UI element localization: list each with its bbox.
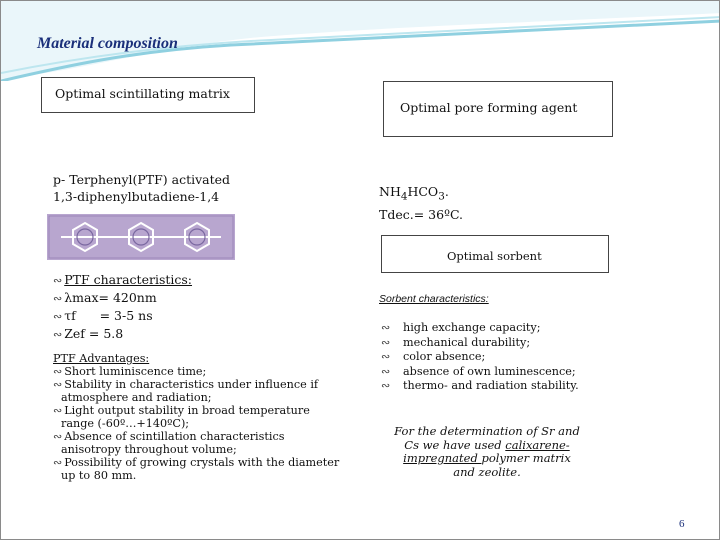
formula-sub-3: 3 [438,190,445,203]
bullet-icon: ∾ [53,328,63,341]
adv-item-cont: range (-60º…+140ºC); [61,417,190,430]
page-number: 6 [679,518,685,530]
determination-note [373,425,601,479]
bullet-icon: ∾ [381,350,391,363]
ptf-characteristics [53,271,192,343]
bullet-icon: ∾ [381,379,391,392]
adv-heading: PTF Advantages: [53,352,150,365]
adv-item: Light output stability in broad temperature [64,404,310,417]
ptf-advantages [53,352,353,482]
sorbent-char-item: absence of own luminescence; [403,364,576,378]
formula-nh: NH [379,184,401,199]
sorbent-char-item: color absence; [403,350,486,363]
bullet-icon: ∾ [381,364,391,378]
adv-item: Stability in characteristics under influence if [64,378,319,391]
matrix-box-label: Optimal scintillating matrix [55,86,230,101]
ptf-char-heading: PTF characteristics: [64,272,193,287]
matrix-box [41,77,255,113]
sorbent-char-heading: Sorbent characteristics: [379,293,489,305]
bullet-icon: ∾ [53,310,63,323]
formula-hco: HCO [407,184,439,199]
sorbent-box [381,235,609,273]
pore-agent-formula [379,183,463,223]
formula-sub-4: 4 [400,190,408,203]
pore-box-label: Optimal pore forming agent [400,100,578,115]
adv-item: Possibility of growing crystals with the diameter [64,456,340,469]
adv-item-cont: anisotropy throughout volume; [61,443,237,456]
bullet-icon: ∾ [53,378,63,391]
bullet-icon: ∾ [53,404,63,417]
ptf-char-item: Zef = 5.8 [64,326,124,341]
det-line-1: For the determination of Sr and [394,424,580,438]
adv-item: Short luminiscence time; [64,365,207,378]
sorbent-char-item: mechanical durability; [403,335,531,349]
ptf-line-1: p- Terphenyl(PTF) activated [53,172,231,187]
sorbent-char-list [381,321,579,394]
bullet-icon: ∾ [381,321,391,334]
det-line-2b: calixarene- [505,437,570,452]
det-line-3b: polymer matrix [481,451,571,465]
bullet-icon: ∾ [53,292,63,305]
bullet-icon: ∾ [53,365,63,378]
bullet-icon: ∾ [53,430,63,443]
adv-item-cont: up to 80 mm. [61,469,137,482]
sorbent-char-item: high exchange capacity; [403,321,541,334]
formula-end: . [444,184,449,199]
ptf-char-item: τf = 3-5 ns [64,308,153,323]
ptf-description [53,171,230,205]
decomposition-temperature: Tdec.= 36ºC. [379,206,464,222]
molecule-image [47,214,235,260]
bullet-icon: ∾ [53,274,63,287]
bullet-icon: ∾ [53,456,63,469]
ptf-char-item: λmax= 420nm [64,290,157,305]
ptf-line-2: 1,3-diphenylbutadiene-1,4 [53,189,220,204]
det-line-2a: Cs we have used [404,437,506,452]
bullet-icon: ∾ [381,335,391,349]
sorbent-char-item: thermo- and radiation stability. [403,379,579,392]
sorbent-box-label: Optimal sorbent [447,249,542,263]
adv-item: Absence of scintillation characteristics [64,430,285,443]
page-title: Material composition [37,35,178,52]
pore-box [383,81,613,137]
det-line-3a: impregnated [403,451,482,465]
adv-item-cont: atmosphere and radiation; [61,391,212,404]
det-line-4: and zeolite. [453,464,521,479]
